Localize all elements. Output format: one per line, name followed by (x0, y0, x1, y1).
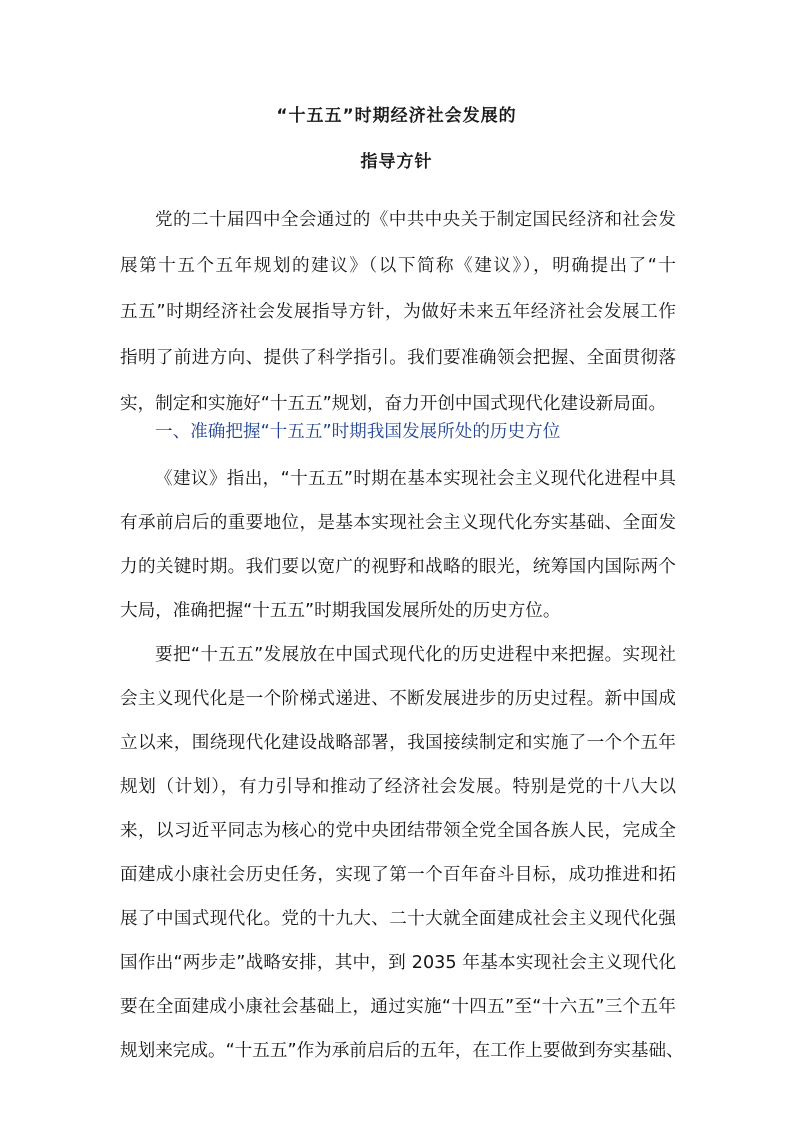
paragraph-line: 国作出“两步走”战略安排，其中，到 2035 年基本实现社会主义现代化 (120, 953, 676, 973)
paragraph-line: 规划（计划），有力引导和推动了经济社会发展。特别是党的十八大以 (120, 777, 676, 797)
paragraph-line: 要把“十五五”发展放在中国式现代化的历史进程中来把握。实现社 (155, 645, 676, 665)
paragraph-line: 会主义现代化是一个阶梯式递进、不断发展进步的历史过程。新中国成 (120, 689, 676, 709)
paragraph-line: 要在全面建成小康社会基础上，通过实施“十四五”至“十六五”三个五年 (120, 997, 676, 1017)
paragraph-line: 展了中国式现代化。党的十九大、二十大就全面建成社会主义现代化强 (120, 909, 676, 929)
section-heading: 一、准确把握“十五五”时期我国发展所处的历史方位 (155, 422, 561, 442)
paragraph-line: 面建成小康社会历史任务，实现了第一个百年奋斗目标，成功推进和拓 (120, 865, 676, 885)
document-title-line-1: “十五五”时期经济社会发展的 (276, 106, 517, 126)
paragraph-line: 实，制定和实施好“十五五”规划，奋力开创中国式现代化建设新局面。 (120, 394, 667, 414)
paragraph-line: 有承前启后的重要地位，是基本实现社会主义现代化夯实基础、全面发 (120, 513, 676, 533)
paragraph-line: 党的二十届四中全会通过的《中共中央关于制定国民经济和社会发 (155, 210, 676, 230)
paragraph-line: 力的关键时期。我们要以宽广的视野和战略的眼光，统筹国内国际两个 (120, 557, 676, 577)
paragraph-line: 《建议》指出，“十五五”时期在基本实现社会主义现代化进程中具 (155, 469, 676, 489)
paragraph-line: 指明了前进方向、提供了科学指引。我们要准确领会把握、全面贯彻落 (120, 348, 676, 368)
paragraph-line: 来，以习近平同志为核心的党中央团结带领全党全国各族人民，完成全 (120, 821, 676, 841)
paragraph-line: 立以来，围绕现代化建设战略部署，我国接续制定和实施了一个个五年 (120, 733, 676, 753)
paragraph-line: 展第十五个五年规划的建议》（以下简称《建议》），明确提出了“十 (120, 256, 676, 276)
paragraph-line: 大局，准确把握“十五五”时期我国发展所处的历史方位。 (120, 601, 561, 621)
paragraph-line: 五五”时期经济社会发展指导方针，为做好未来五年经济社会发展工作 (120, 302, 676, 322)
paragraph-line: 规划来完成。“十五五”作为承前启后的五年，在工作上要做到夯实基础、 (120, 1041, 684, 1061)
document-title-line-2: 指导方针 (360, 152, 433, 172)
